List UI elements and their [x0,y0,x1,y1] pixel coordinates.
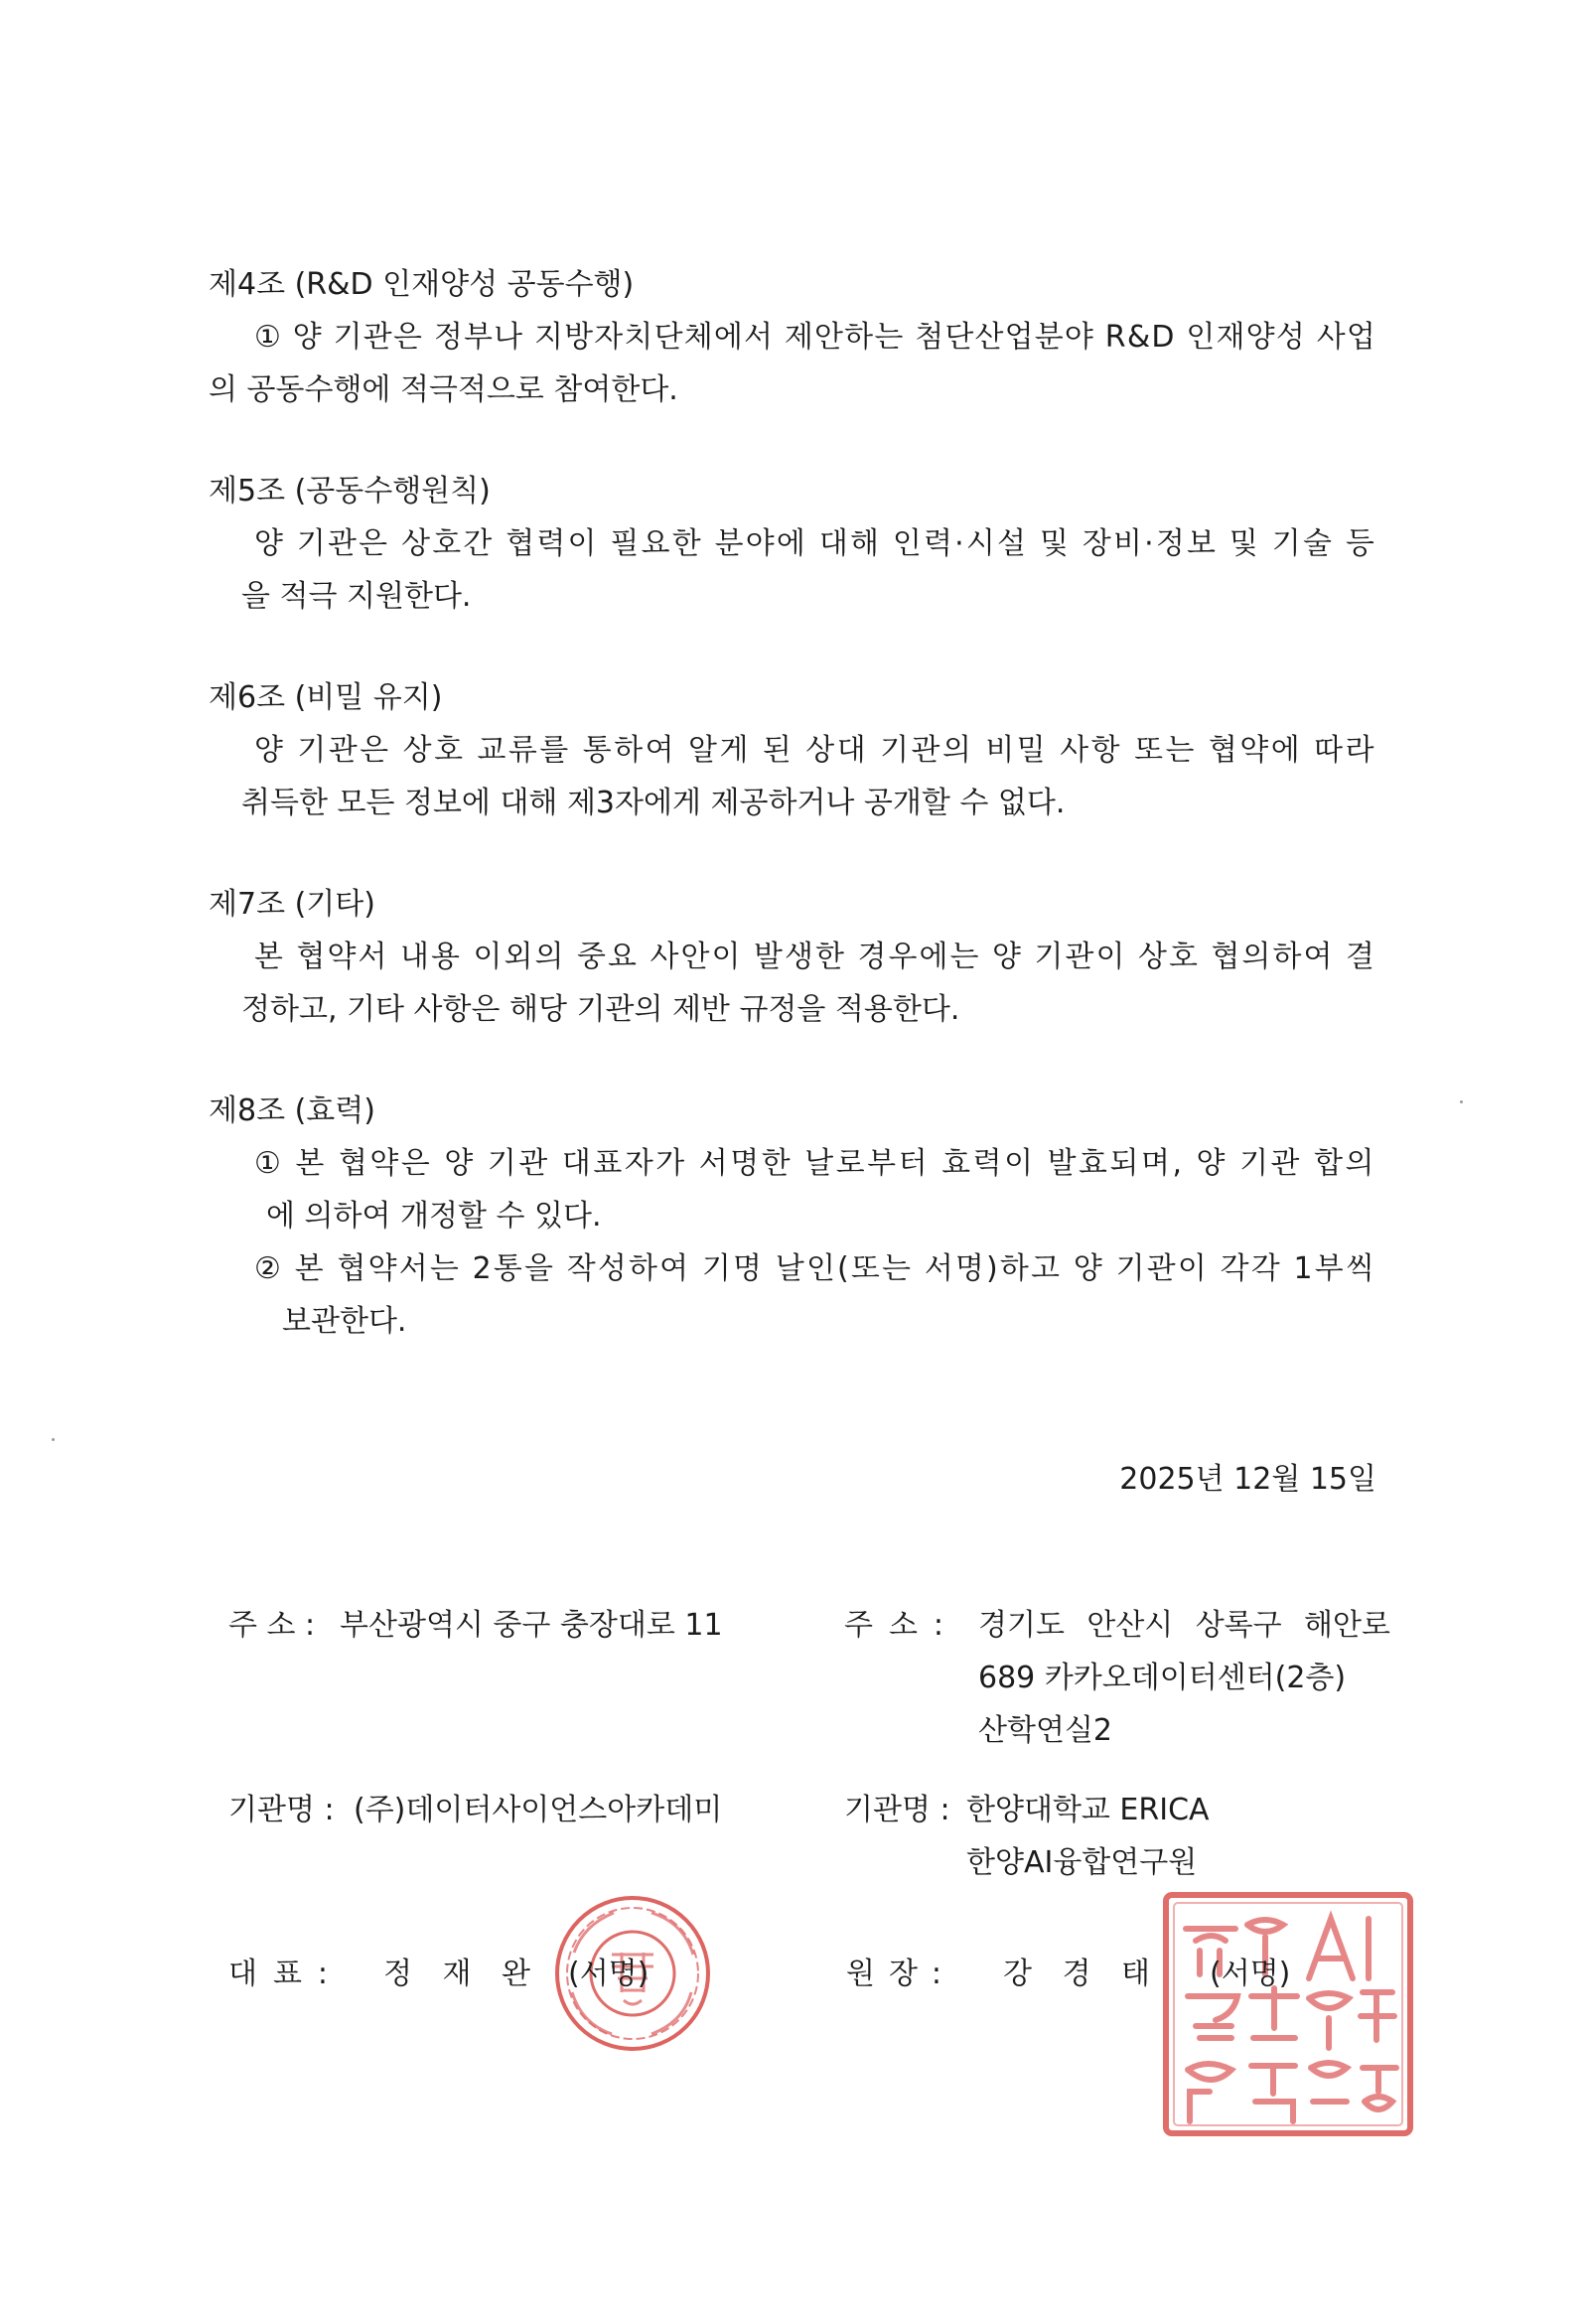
right-institute-seal-icon [1160,1889,1416,2139]
article-8-line-2: 에 의하여 개정할 수 있다. [266,1199,602,1234]
right-org-label: 기관명 : [844,1793,950,1827]
left-rep-label-char-1: 대 [228,1957,257,1991]
article-8-line-4: 보관한다. [282,1304,407,1339]
article-7-line-1 [254,940,1376,974]
left-rep-label-char-2: 표 [272,1957,302,1991]
article-6-heading: 제6조 (비밀 유지) [209,680,443,715]
article-7-line-1-text: 본 협약서 내용 이외의 중요 사안이 발생한 경우에는 양 기관이 상호 협의하여 결 [254,940,1376,974]
left-org-name: (주)데이터사이언스아카데미 [354,1793,723,1827]
scan-speck [1460,1100,1463,1103]
left-rep-name-char-1: 정 [383,1957,412,1991]
article-6-line-2: 취득한 모든 정보에 대해 제3자에게 제공하거나 공개할 수 없다. [241,786,1066,820]
scan-speck [52,1438,55,1441]
article-5-line-1-text: 양 기관은 상호간 협력이 필요한 분야에 대해 인력·시설 및 장비·정보 및 기술 등 [254,526,1376,561]
right-address-word-2: 안산시 [1086,1608,1174,1643]
right-rep-name-char-1: 강 [1003,1957,1032,1991]
article-8-line-1-text: ① 본 협약은 양 기관 대표자가 서명한 날로부터 효력이 발효되며, 양 기관 합의 [254,1146,1376,1181]
left-rep-name-char-3: 완 [502,1957,530,1991]
article-5-line-2: 을 적극 지원한다. [241,579,472,614]
right-rep-name-char-2: 경 [1062,1957,1091,1991]
agreement-date: 2025년 12월 15일 [1119,1462,1376,1497]
right-org-name-line-2: 한양AI융합연구원 [966,1845,1198,1880]
article-4-line-1-text: ① 양 기관은 정부나 지방자치단체에서 제안하는 첨단산업분야 R&D 인재양성 사업 [254,320,1376,355]
left-rep-label [228,1957,328,1991]
right-rep-label-char-3: : [931,1957,941,1991]
right-address-label [844,1608,943,1643]
left-rep-name [383,1957,530,1991]
right-address-line-3: 산학연실2 [978,1713,1113,1748]
right-address-line-1 [978,1608,1390,1643]
left-address-label: 주 소 : [228,1608,316,1643]
article-6-line-1 [254,733,1376,768]
right-rep-label [846,1957,941,1991]
article-5-heading: 제5조 (공동수행원칙) [209,474,491,508]
article-8-heading: 제8조 (효력) [209,1093,375,1128]
right-org-name-line-1: 한양대학교 ERICA [966,1793,1210,1827]
right-address-label-char-3: : [933,1608,943,1643]
right-sign-placeholder: (서명) [1210,1957,1291,1991]
article-7-line-2: 정하고, 기타 사항은 해당 기관의 제반 규정을 적용한다. [241,992,960,1027]
article-8-line-3-text: ② 본 협약서는 2통을 작성하여 기명 날인(또는 서명)하고 양 기관이 각각 1부씩 [254,1251,1376,1286]
left-org-label: 기관명 : [228,1793,335,1827]
right-rep-name-char-3: 태 [1121,1957,1150,1991]
left-sign-placeholder: (서명) [568,1957,650,1991]
article-4-heading: 제4조 (R&D 인재양성 공동수행) [209,267,635,302]
right-address-word-3: 상록구 [1195,1608,1282,1643]
left-rep-name-char-2: 재 [442,1957,472,1991]
left-rep-label-char-3: : [317,1957,328,1991]
right-rep-label-char-1: 원 [846,1957,875,1991]
article-5-line-1 [254,526,1376,561]
right-address-label-char-2: 소 [888,1608,918,1643]
right-rep-name [1003,1957,1150,1991]
article-6-line-1-text: 양 기관은 상호 교류를 통하여 알게 된 상대 기관의 비밀 사항 또는 협약에 따라 [254,733,1376,768]
right-rep-label-char-2: 장 [888,1957,918,1991]
article-4-line-2: 의 공동수행에 적극적으로 참여한다. [209,372,678,407]
right-address-line-2: 689 카카오데이터센터(2층) [978,1661,1347,1695]
article-7-heading: 제7조 (기타) [209,887,375,922]
left-address: 부산광역시 중구 충장대로 11 [340,1608,723,1643]
article-4-line-1 [254,320,1376,355]
article-8-line-3 [254,1251,1376,1286]
right-address-label-char-1: 주 [844,1608,873,1643]
right-address-word-4: 해안로 [1304,1608,1390,1643]
right-address-word-1: 경기도 [978,1608,1065,1643]
article-8-line-1 [254,1146,1376,1181]
